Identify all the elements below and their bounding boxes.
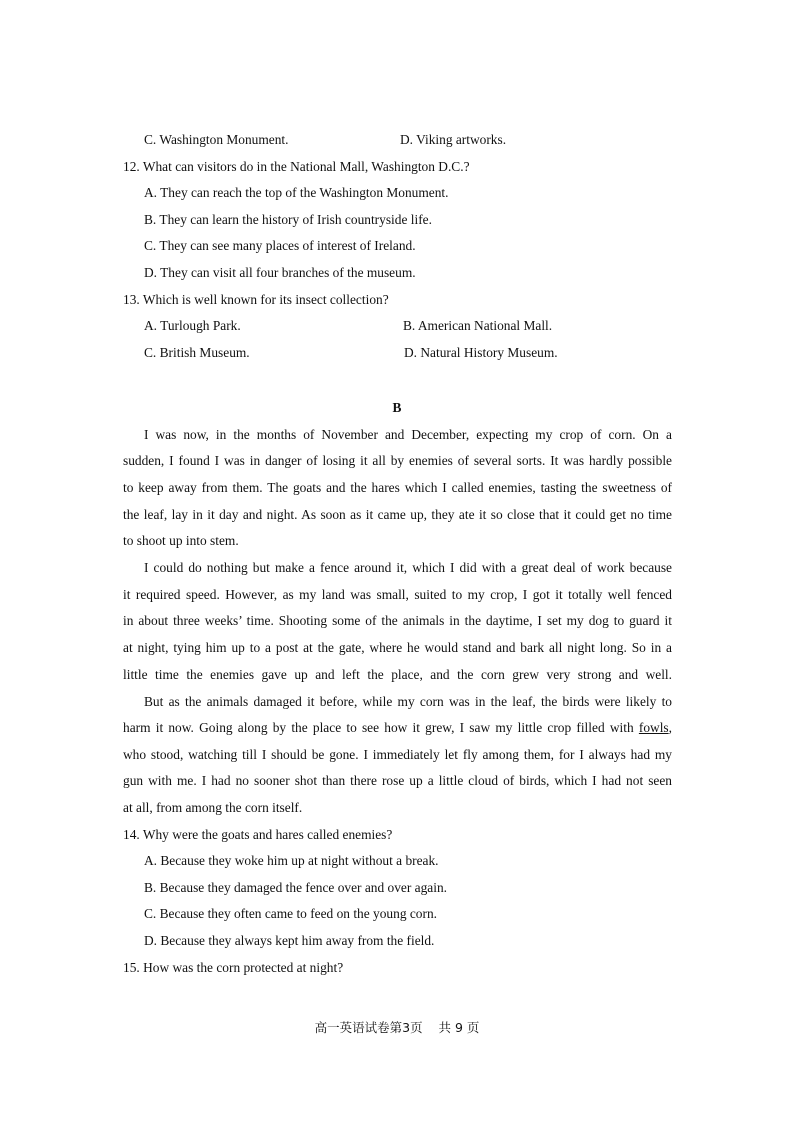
passage-p3-line: gun with me. I had no sooner shot than there rose up a little cloud of birds, which I had not seen — [123, 773, 672, 788]
q13-option-d: D. Natural History Museum. — [404, 345, 558, 360]
q12-option-b: B. They can learn the history of Irish countryside life. — [144, 212, 432, 227]
q12-option-c: C. They can see many places of interest of Ireland. — [144, 238, 416, 253]
q14-option-d: D. Because they always kept him away from the field. — [144, 933, 435, 948]
passage-p3-line: at all, from among the corn itself. — [123, 800, 303, 815]
q13-stem: 13. Which is well known for its insect collection? — [123, 292, 389, 307]
q12-option-d: D. They can visit all four branches of the museum. — [144, 265, 416, 280]
passage-p3-line-text: harm it now. Going along by the place to see how it grew, I saw my little crop filled with — [123, 720, 634, 735]
passage-p3-comma: , — [668, 720, 672, 735]
passage-p3-line — [123, 720, 672, 736]
q15-stem: 15. How was the corn protected at night? — [123, 960, 344, 975]
section-b-heading: B — [392, 400, 402, 415]
passage-p2-line: I could do nothing but make a fence around it, which I did with a great deal of work because — [144, 560, 672, 575]
q11-option-c: C. Washington Monument. — [144, 132, 289, 147]
q14-option-a: A. Because they woke him up at night without a break. — [144, 853, 439, 868]
passage-p3-line: who stood, watching till I should be gone. I immediately let fly among them, for I always had my — [123, 747, 672, 762]
passage-p3-line: But as the animals damaged it before, while my corn was in the leaf, the birds were likely to — [144, 694, 672, 709]
q14-option-b: B. Because they damaged the fence over and over again. — [144, 880, 448, 895]
q12-stem: 12. What can visitors do in the National Mall, Washington D.C.? — [123, 159, 470, 174]
passage-p1-line: sudden, I found I was in danger of losing it all by enemies of several sorts. It was hardly possible — [123, 453, 672, 468]
underlined-word-fowls: fowls — [638, 720, 669, 735]
passage-p1-line: I was now, in the months of November and December, expecting my crop of corn. On a — [144, 427, 672, 442]
q12-option-a: A. They can reach the top of the Washington Monument. — [144, 185, 449, 200]
q13-option-c: C. British Museum. — [144, 345, 250, 360]
q14-option-c: C. Because they often came to feed on the young corn. — [144, 906, 438, 921]
passage-p2-line: in about three weeks’ time. Shooting some of the animals in the daytime, I set my dog to guard it — [123, 613, 672, 628]
q13-option-a: A. Turlough Park. — [144, 318, 241, 333]
q14-stem: 14. Why were the goats and hares called enemies? — [123, 827, 393, 842]
q13-option-b: B. American National Mall. — [403, 318, 553, 333]
passage-p1-line: to keep away from them. The goats and the hares which I called enemies, tasting the sweetness of — [123, 480, 672, 495]
page-footer: 高一英语试卷第3页 共 9 页 — [314, 1020, 480, 1035]
passage-p2-line: little time the enemies gave up and left the place, and the corn grew very strong and well. — [123, 667, 672, 682]
q11-option-d: D. Viking artworks. — [400, 132, 507, 147]
passage-p1-line: to shoot up into stem. — [123, 533, 239, 548]
passage-p2-line: it required speed. However, as my land was small, suited to my crop, I got it totally well fenced — [123, 587, 672, 602]
passage-p1-line: the leaf, lay in it day and night. As soon as it came up, they ate it so close that it could get no time — [123, 507, 672, 522]
passage-p2-line: at night, tying him up to a post at the gate, where he would stand and bark all night long. So in a — [123, 640, 672, 655]
